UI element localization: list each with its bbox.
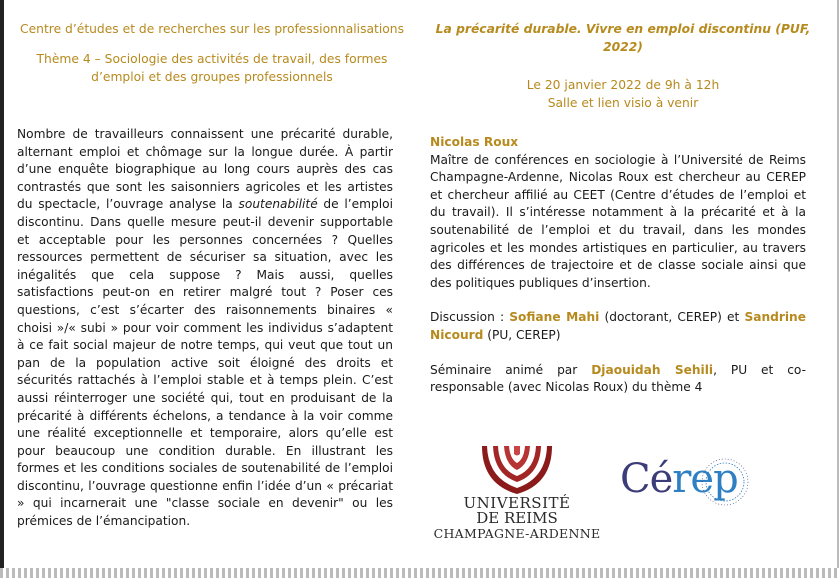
urca-line-3: CHAMPAGNE-ARDENNE: [433, 526, 601, 541]
page-bottom-edge: [0, 568, 839, 578]
discussant-1-role: (doctorant, CEREP) et: [599, 310, 745, 325]
summary-emphasis: soutenabilité: [238, 197, 318, 212]
cerep-wordmark-accent: rep: [672, 456, 738, 502]
event-date: Le 20 janvier 2022 de 9h à 12h: [526, 78, 720, 92]
book-title: La précarité durable. Vivre en emploi discontinu (PUF, 2022): [435, 22, 811, 54]
urca-emblem-icon: [478, 444, 556, 496]
urca-line-2: DE REIMS: [476, 509, 558, 527]
cerep-logo: [620, 452, 770, 522]
summary-part-2: de l’emploi discontinu. Dans quelle mesure peut-il devenir supportable et acceptable pour les personnes concernées ? Quelles ressources permettent de sécuriser sa situation, avec les inégalités que cela suppose ? Mais aussi, quelles satisfactions peut-on en retirer malgré tout ? Poser ces questions, c’est s’écarter des raisonnements binaires « choisi »/« subi » pour voir comment les individus s’adaptent à ce fait social majeur de notre temps, qui veut que tout un pan de la population active soit éloigné des droits et sécurités rattachés à l’emploi stable et à temps plein. C’est aussi réinterroger une société qui, tout en produisant de la précarité à différents échelons, a tendance à la voir comme une réalité exceptionnelle et temporaire, alors qu’elle est pour beaucoup une condition durable. En illustrant les formes et les conditions sociales de soutenabilité de l’emploi discontinu, l’ouvrage questionne enfin l’idée d’un « précariat » qui incarnerait une "classe sociale en devenir" ou les prémices de l’émancipation.: [17, 197, 394, 529]
seminar-host: Djaouidah Sehili: [591, 362, 714, 377]
urca-logo: [432, 444, 602, 552]
discussion-label: Discussion :: [430, 310, 510, 325]
right-header: [428, 20, 818, 112]
speaker-bio: Maître de conférences en sociologie à l’Université de Reims Champagne-Ardenne, Nicolas Roux est chercheur au CEREP et chercheur affilié au CEET (Centre d’études de l’emploi et du travail). Il s’intéresse notamment à la précarité et à la soutenabilité de l’emploi et du travail, dans les mondes agricoles et les mondes artistiques en particulier, au travers des différences de trajectoire et de classe sociale ainsi que des politiques publiques d’insertion.: [430, 152, 806, 290]
cerep-wordmark-main: Cé: [620, 456, 673, 502]
cerep-arc-icon: [620, 452, 770, 522]
discussant-2-role: (PU, CEREP): [483, 327, 561, 342]
centre-name: Centre d’études et de recherches sur les professionnalisations: [20, 22, 404, 36]
book-summary: [17, 126, 393, 531]
seminar-line: [430, 362, 806, 397]
urca-line-1: UNIVERSITÉ: [463, 494, 571, 512]
discussant-2: Sandrine Nicourd: [430, 310, 806, 342]
summary-part-1: Nombre de travailleurs connaissent une précarité durable, alternant emploi et chômage sur la longue durée. À partir d’une enquête biographique au long cours auprès des cas contrastés que sont les saisonniers agricoles et les artistes du spectacle, l’ouvrage analyse la: [17, 127, 393, 212]
page-left-border: [0, 0, 4, 568]
discussant-1: Sofiane Mahi: [509, 310, 600, 325]
left-header: [14, 20, 410, 98]
speaker-section: [430, 134, 806, 414]
theme-title: Thème 4 – Sociologie des activités de travail, des formes d’emploi et des groupes professionnels: [36, 52, 388, 84]
discussion-line: [430, 309, 806, 344]
speaker-name: Nicolas Roux: [430, 135, 519, 149]
event-place: Salle et lien visio à venir: [547, 96, 699, 110]
seminar-label: Séminaire animé par: [430, 362, 592, 377]
seminar-host-role: , PU et co-responsable (avec Nicolas Roux) du thème 4: [430, 362, 806, 395]
